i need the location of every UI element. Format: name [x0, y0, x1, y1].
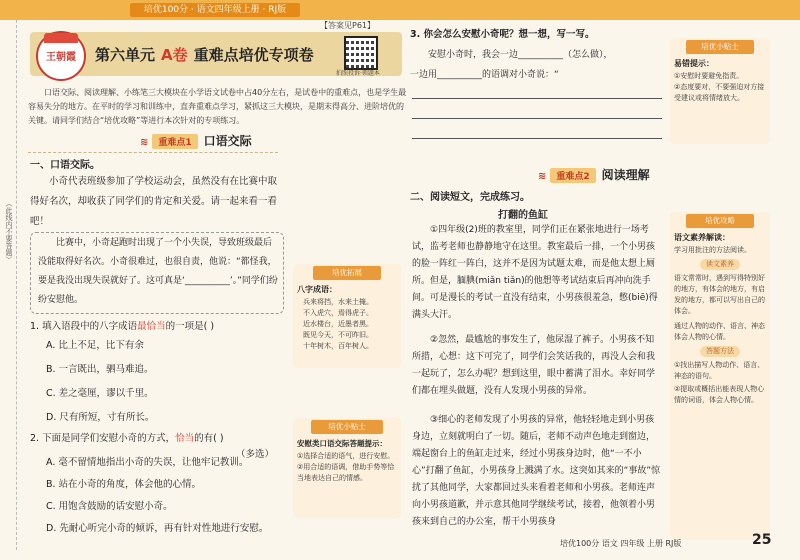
option-d[interactable]: D. 先耐心听完小奇的倾诉，再有针对性地进行安慰。 [46, 523, 269, 534]
option-b[interactable]: B. 一言既出，驷马难追。 [46, 364, 154, 375]
multi-select-note: （多选） [236, 449, 275, 460]
context-paragraph: 小奇代表班级参加了学校运动会，虽然没有在比赛中取得好名次，却收获了同学们的肯定和关爱。请一起来看一看吧！ [30, 176, 278, 227]
divider [28, 152, 278, 153]
answer-line[interactable] [412, 138, 662, 139]
side-card-expand [293, 264, 401, 368]
story-paragraph-2: ②忽然，最尴尬的事发生了，他尿湿了裤子。小男孩不知所措，心想：这下可完了，同学们会笑话我的，再没人会和我一起玩了，怎么办呢？想到这里，眼中蓄满了泪水。幸好同学们都在埋头做题，没有人发现小男孩的异常。 [412, 335, 656, 396]
side-card-strategy [670, 212, 770, 540]
binding-line [16, 20, 17, 550]
side-card-lines: ①安慰时要避免指责。 ②态度要对，不要强迫对方接受建议或将情绪放大。 [674, 72, 765, 102]
qr-code-icon [344, 36, 378, 70]
section-title-2: 阅读理解 [601, 168, 650, 182]
section-tag-2: 重难点2 [550, 168, 595, 183]
section-header-2 [538, 166, 650, 184]
footer-text: 培优100分 语文 四年级 上册 RJ版 [560, 539, 682, 548]
option-c[interactable]: C. 差之毫厘，谬以千里。 [46, 388, 154, 399]
answer-reference: 【答案见P61】 [320, 21, 376, 30]
quote-box-text: 比赛中，小奇起跑时出现了一个小失误，导致班级最后没能取得好名次。小奇很难过，也很自责，他说：“都怪我，要是我没出现失误就好了。这可真是‘__________’。”同学们纷纷安慰他。 [38, 238, 278, 305]
side-card-head: 八字成语： [297, 285, 337, 294]
section-header-1 [140, 132, 252, 150]
question-3-line-1: 安慰小奇时，我会一边__________（怎么做）， [428, 50, 613, 60]
question-1-options [46, 334, 286, 430]
section-tag-1: 重难点1 [152, 134, 197, 149]
answer-line[interactable] [412, 98, 662, 99]
option-a[interactable]: A. 比上不足，比下有余 [46, 340, 144, 351]
side-card-title: 培优拓展 [313, 266, 381, 280]
question-3-line-2: 一边用__________的语调对小奇说：“ [410, 70, 559, 80]
brand-logo: 王朝霞 [36, 31, 86, 81]
side-card-tips [293, 418, 401, 518]
page-number: 25 [752, 532, 772, 548]
question-1: 1. 填入语段中的八字成语最恰当的一项是( ) [30, 321, 215, 332]
question-2: 2. 下面是同学们安慰小奇的方式，恰当的有( ) [30, 433, 224, 444]
qr-caption: 拍照投诉·领题本 [336, 70, 380, 77]
margin-note: （此线内不要答题） [5, 200, 13, 263]
wave-icon: ≋ [140, 137, 149, 148]
side-card-title: 培优小贴士 [686, 40, 754, 54]
side-card-head: 语文素养解读： [674, 233, 730, 242]
question-heading-1: 一、口语交际。 [30, 160, 100, 171]
unit-label: 第六单元 [95, 46, 156, 64]
story-paragraph-1: ①四年级(2)班的教室里，同学们正在紧张地进行一场考试，监考老师也静静地守在这里。教室最后一排，一个小男孩的脸一阵红一阵白，这并不是因为试题太难，而是他太想上厕所。但是，腼腆(miǎn tiǎn)的他想等考试结束后再冲向洗手间。可是漫长的考试一直没有结束，小男孩很羞急，憋(biē)得满头大汗。 [412, 225, 658, 320]
question-heading-2: 二、阅读短文，完成练习。 [410, 192, 530, 203]
option-d[interactable]: D. 尺有所短，寸有所长。 [46, 412, 155, 423]
story-paragraph-3: ③细心的老师发现了小男孩的异常，他轻轻地走到小男孩身边，立刻就明白了一切。随后，老师不动声色地走到窗边，端起窗台上的鱼缸走过来，经过小男孩身边时，他“一不小心”打翻了鱼缸，小男孩身上溅满了水。这突如其来的“事故”惊扰了其他同学，大家都回过头来看着老师和小男孩。老师连声向小男孩道歉，并示意其他同学继续考试，接着，他领着小男孩来到自己的办公室，帮干小男孩身 [412, 415, 660, 527]
option-a[interactable]: A. 毫不留情地指出小奇的失误，让他牢记教训。 [46, 457, 249, 468]
answer-line[interactable] [412, 118, 662, 119]
top-bar [0, 0, 800, 20]
question-3: 3. 你会怎么安慰小奇呢？想一想，写一写。 [410, 29, 595, 40]
side-card-head: 易错提示： [674, 59, 714, 68]
wave-icon: ≋ [538, 171, 547, 182]
page-title [95, 44, 314, 65]
option-b[interactable]: B. 站在小奇的角度，体会他的心情。 [46, 479, 202, 490]
book-label: 培优100分 · 语文四年级上册 · RJ版 [130, 3, 300, 17]
pill-label: 读文素养 [700, 259, 740, 270]
intro-paragraph: 口语交际、阅读理解、小练笔三大模块在小学语文试卷中占40分左右，是试卷中的重难点，也是学生最容易失分的地方。在平时的学习和训练中，直奔重难点学习，紧抓这三大模块，是期末得高分、进阶培优的关键。请同学们结合“培优攻略”等进行本次针对的专项练习。 [28, 88, 407, 125]
side-card-lines: 学习用批注的方法阅读。 读文素养 语文常常时，遇到写得特别好的地方，有体会的地方，有启发的地方，都可以写出自己的体会。 通过人物的动作、语言、神态体会人物的心情。 答题方法 ①找出描写人物动作、语言、神态的语句。 ②提取或概括出能表现人物心情的词语，体会人物心情。 [674, 246, 765, 404]
side-card-title: 培优小贴士 [311, 420, 383, 434]
section-title-1: 口语交际 [203, 134, 252, 148]
paper-label: A卷 [161, 46, 188, 64]
side-card-tips-right [670, 38, 770, 144]
title-text: 重难点培优专项卷 [193, 46, 314, 64]
pill-label: 答题方法 [700, 346, 740, 357]
question-2-options [46, 452, 296, 540]
side-card-title: 培优攻略 [686, 214, 754, 228]
option-c[interactable]: C. 用饱含鼓励的话安慰小奇。 [46, 501, 173, 512]
side-card-head: 安慰类口语交际答题提示： [297, 439, 387, 448]
side-card-lines: ①选择合适的语气，进行安慰。 ②用合适的语调，借助手势等恰当地表达自己的情感。 [297, 452, 395, 482]
side-card-lines: 兵来将挡，水来土掩。 不入虎穴，焉得虎子。 近水楼台，近墨者黑。 既见今天，不可昨旧。 十年树木，百年树人。 [303, 298, 373, 350]
story-title: 打翻的鱼缸 [498, 210, 548, 221]
